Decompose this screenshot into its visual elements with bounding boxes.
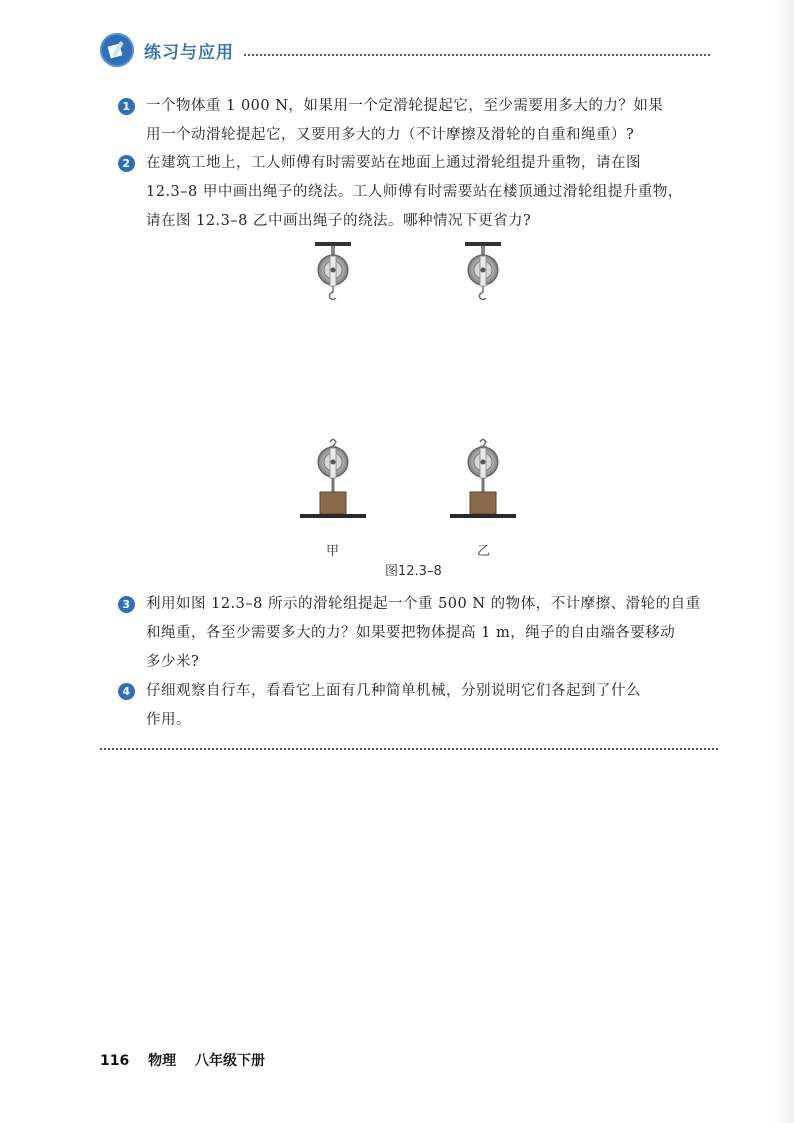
section-end-divider: [100, 748, 718, 750]
question-number: 3: [118, 596, 135, 613]
question-4: [120, 677, 710, 735]
question-2: [120, 149, 710, 236]
figure-label-right: 乙: [477, 544, 491, 559]
book-subject: 物理: [148, 1053, 177, 1069]
figure-12-3-8: [290, 240, 530, 580]
question-text: 请在图 12.3–8 乙中画出绳子的绕法。哪种情况下更省力?: [146, 213, 532, 229]
pulley-movable-right: [450, 440, 516, 519]
question-text: 多少米?: [146, 654, 200, 670]
question-text: 在建筑工地上，工人师傅有时需要站在地面上通过滑轮组提升重物，请在图: [146, 155, 641, 171]
book-grade: 八年级下册: [194, 1053, 265, 1069]
question-1: [120, 92, 710, 150]
question-number: 4: [118, 683, 135, 700]
section-header: [100, 30, 710, 70]
header-divider: [244, 54, 710, 56]
question-text: 和绳重，各至少需要多大的力？如果要把物体提高 1 m，绳子的自由端各要移动: [146, 625, 676, 641]
question-text: 利用如图 12.3–8 所示的滑轮组提起一个重 500 N 的物体，不计摩擦、滑轮的自重: [146, 596, 701, 612]
question-text: 作用。: [146, 712, 191, 728]
question-text: 用一个动滑轮提起它，又要用多大的力（不计摩擦及滑轮的自重和绳重）?: [146, 127, 635, 143]
page-footer: [100, 1050, 279, 1070]
pulley-diagram: [290, 240, 530, 580]
section-title: 练习与应用: [144, 42, 234, 63]
page-edge-shadow: [772, 0, 794, 1123]
question-text: 一个物体重 1 000 N，如果用一个定滑轮提起它，至少需要用多大的力？如果: [146, 98, 664, 114]
question-text: 仔细观察自行车，看看它上面有几种简单机械，分别说明它们各起到了什么: [146, 683, 641, 699]
page-number: 116: [100, 1053, 130, 1069]
pulley-movable-left: [300, 440, 366, 519]
question-number: 1: [118, 98, 135, 115]
question-number: 2: [118, 155, 135, 172]
question-text: 12.3–8 甲中画出绳子的绕法。工人师傅有时需要站在楼顶通过滑轮组提升重物，: [146, 184, 683, 200]
pulley-fixed-left: [315, 242, 351, 300]
pencil-ruler-icon: [100, 33, 134, 67]
figure-caption: 图12.3–8: [385, 564, 442, 579]
figure-label-left: 甲: [326, 544, 340, 559]
pulley-fixed-right: [465, 242, 501, 300]
question-3: [120, 590, 710, 677]
